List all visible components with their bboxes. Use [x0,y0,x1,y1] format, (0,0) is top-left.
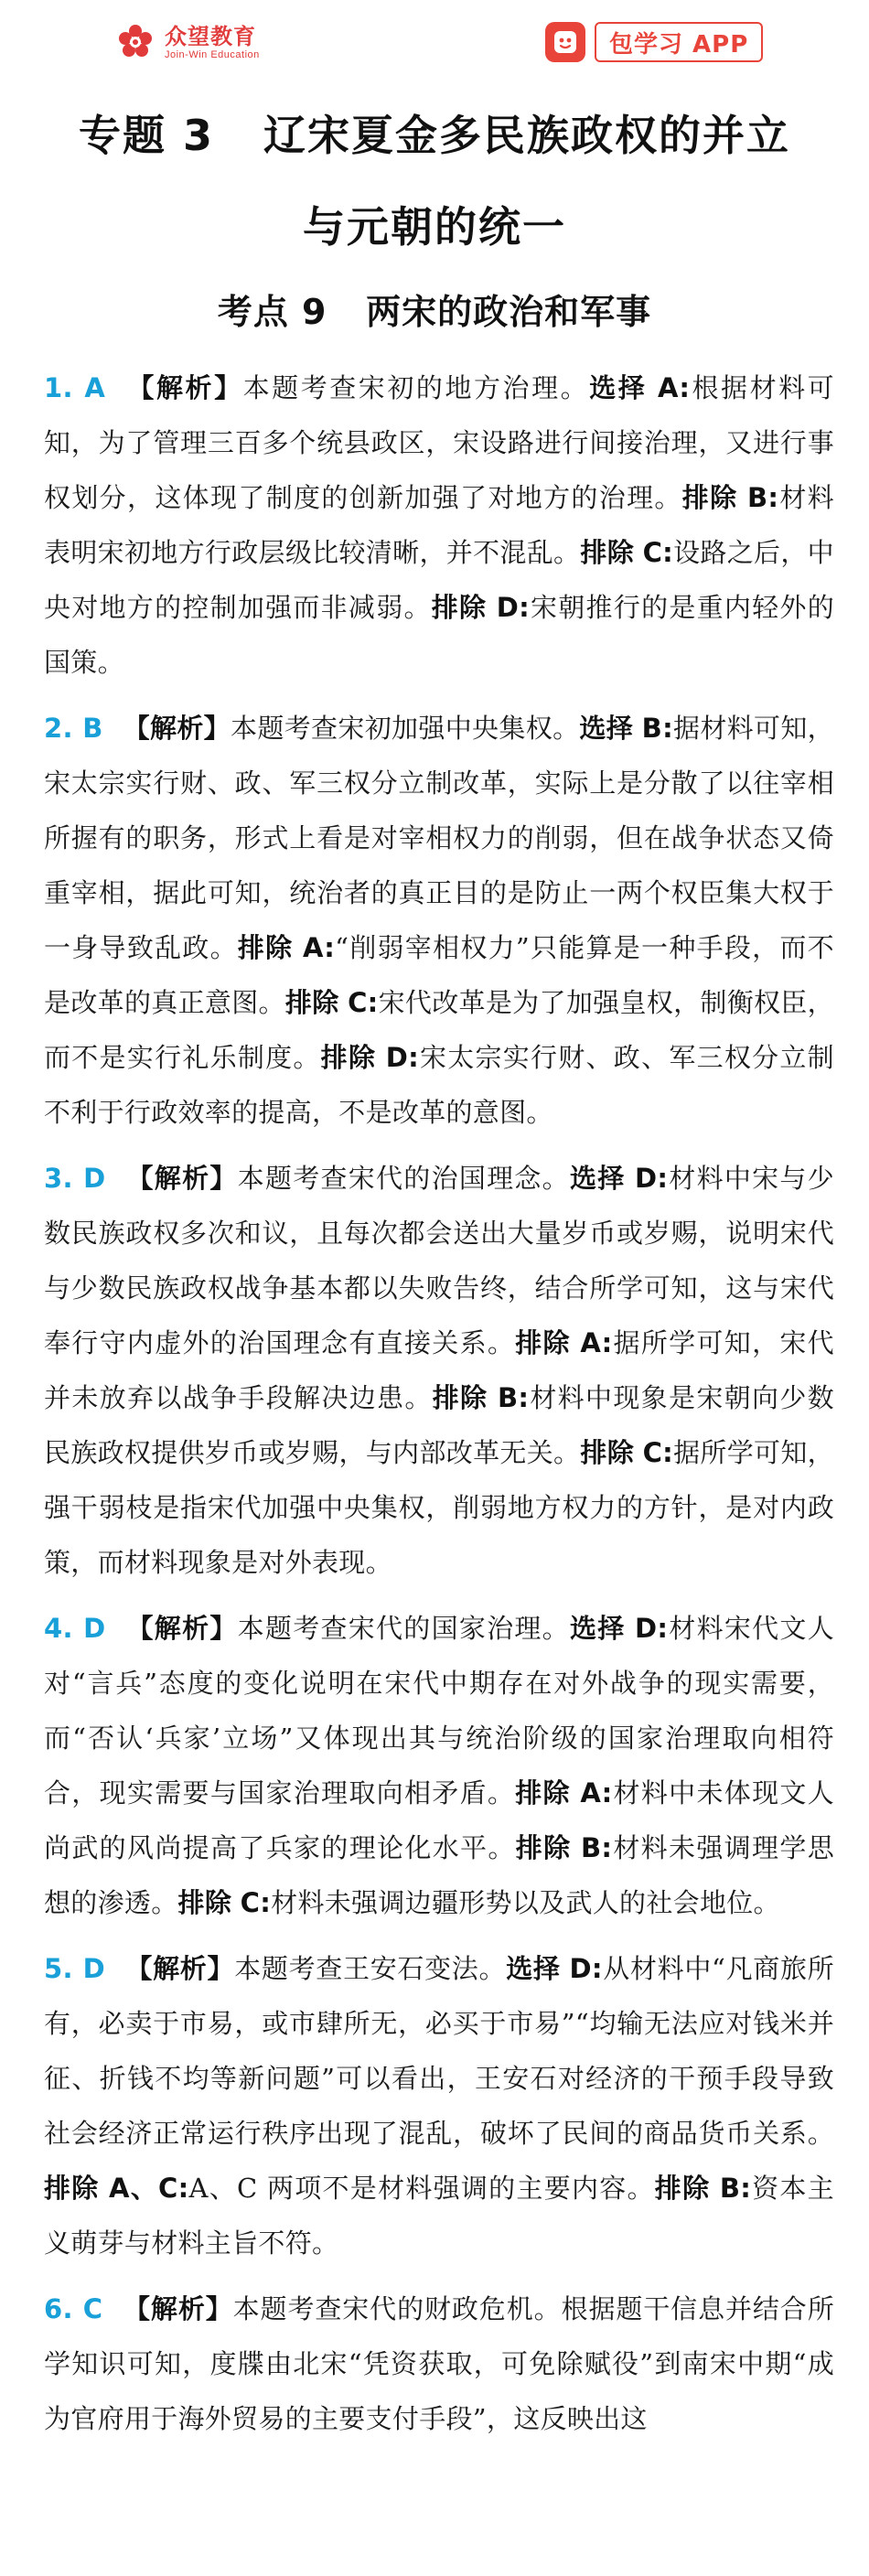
exclude-label: 排除 [515,1832,572,1863]
analysis-label: 【解析】 [125,1613,238,1644]
exclude-text: 宋太宗实行财、政、军三权分立制不利于行政效率的提高，不是改革的意图。 [44,1042,834,1128]
brand-flower-icon [113,20,157,64]
exclude-key: A [302,932,325,963]
choose-label: 选择 [506,1953,561,1984]
answer-intro: 本题考查宋代的财政危机。根据题干信息并结合所学知识可知，度牒由北宋“凭资获取，可免除赋役”到南宋中期“成为官府用于海外贸易的主要支付手段”，这反映出这 [44,2293,835,2434]
exclude-key: A [580,1777,602,1809]
choose-key: D [635,1163,658,1194]
choose-key: D [635,1613,658,1644]
exclude-label: 排除 [320,1042,377,1073]
exclude-text: 材料未强调理学思想的渗透。 [44,1832,834,1918]
answer-intro: 本题考查宋代的治国理念。 [237,1163,570,1194]
answer-number: 2. B [44,713,103,744]
exclude-text: 宋朝推行的是重内轻外的国策。 [44,592,834,678]
colon: : [367,987,379,1018]
colon: : [662,537,674,568]
brand-name: 众望教育 [165,23,256,49]
colon: : [662,1437,674,1468]
choose-text: 材料中宋与少数民族政权多次和议，且每次都会送出大量岁币或岁赐，说明宋代与少数民族政权战争基本都以失败告终，结合所学可知，这与宋代奉行守内虚外的治国理念有直接关系。 [44,1163,834,1358]
choose-key: B [641,713,663,744]
answer-intro: 本题考查宋初的地方治理。 [242,372,590,403]
app-logo-group [545,20,763,64]
exclude-text: 据所学可知，宋代并未放弃以战争手段解决边患。 [44,1327,834,1413]
exclude-text: A、C 两项不是材料强调的主要内容。 [188,2173,655,2204]
exclude-label: 排除 [284,987,339,1018]
choose-key: D [569,1953,592,1984]
choose-label: 选择 [569,1163,626,1194]
answer-number: 5. D [44,1953,105,1984]
analysis-label: 【解析】 [125,1163,238,1194]
colon: : [601,1327,613,1358]
exclude-key: B [747,482,768,513]
colon: : [740,2173,752,2204]
page-title-line-2: 与元朝的统一 [303,202,566,252]
choose-key: A [658,372,680,403]
answer-number: 3. D [44,1163,106,1194]
colon: : [260,1887,272,1918]
exclude-text: 材料未强调边疆形势以及武人的社会地位。 [271,1887,780,1918]
answer-list [44,360,834,2446]
answer-item [44,701,834,1140]
answer-number: 6. C [44,2293,103,2324]
brand-logo-group [113,16,260,68]
exclude-key: C [348,987,368,1018]
exclude-text: 资本主义萌芽与材料主旨不符。 [44,2173,834,2259]
exclude-label: 排除 [432,1382,488,1413]
exclude-key: B [719,2173,741,2204]
exclude-key: C [240,1887,261,1918]
colon: : [657,1613,669,1644]
choose-label: 选择 [569,1613,626,1644]
colon: : [601,1777,613,1809]
exclude-label: 排除 [177,1887,232,1918]
exclude-key: B [580,1832,602,1863]
colon: : [657,1163,669,1194]
choose-label: 选择 [579,713,634,744]
exclude-label: 排除 [515,1777,571,1809]
answer-intro: 本题考查宋初加强中央集权。 [231,713,580,744]
choose-text: 材料宋代文人对“言兵”态度的变化说明在宋代中期存在对外战争的现实需要，而“否认‘兵家’立场”又体现出其与统治阶级的国家治理取向相符合，现实需要与国家治理取向相矛盾。 [44,1613,834,1809]
brand-subtitle: Join-Win Education [165,48,260,60]
analysis-label: 【解析】 [125,372,243,403]
exclude-label: 排除 [580,1437,635,1468]
page-header [0,0,869,88]
answer-item [44,1941,834,2270]
exclude-key: D [496,592,520,623]
exclude-label: 排除 [431,592,488,623]
exclude-label: 排除 [580,537,635,568]
analysis-label: 【解析】 [123,2293,233,2324]
exclude-key: A、C [109,2173,178,2204]
choose-text: 从材料中“凡商旅所有，必卖于市易，或市肆所无，必买于市易”“均输无法应对钱米并征、折钱不均等新问题”可以看出，王安石对经济的干预手段导致社会经济正常运行秩序出现了混乱，破坏了民间的商品货币关系。 [44,1953,834,2149]
colon: : [662,713,673,744]
page-title-line-1: 专题 3 辽宋夏金多民族政权的并立 [78,111,791,160]
colon: : [591,1953,603,1984]
exclude-text: 材料中现象是宋朝向少数民族政权提供岁币或岁赐，与内部改革无关。 [44,1382,834,1468]
answer-item [44,360,834,690]
answer-number: 4. D [44,1613,106,1644]
exclude-key: B [497,1382,519,1413]
exclude-key: D [385,1042,409,1073]
exclude-text: 设路之后，中央对地方的控制加强而非减弱。 [44,537,834,623]
colon: : [679,372,691,403]
choose-label: 选择 [589,372,648,403]
exclude-label: 排除 [515,1327,571,1358]
answer-number: 1. A [44,372,106,403]
app-icon [545,22,585,62]
exclude-key: C [642,537,663,568]
exclude-text: 材料表明宋初地方行政层级比较清晰，并不混乱。 [44,482,834,568]
app-badge: 包学习 APP [595,22,763,62]
section-subtitle: 考点 9 两宋的政治和军事 [217,292,652,332]
colon: : [177,2173,189,2204]
choose-text: 根据材料可知，为了管理三百多个统县政区，宋设路进行间接治理，又进行事权划分，这体现了制度的创新加强了对地方的治理。 [44,372,834,513]
exclude-key: C [642,1437,663,1468]
colon: : [767,482,779,513]
app-face-icon [552,28,579,56]
answer-item [44,1151,834,1590]
answer-item [44,1601,834,1930]
exclude-label: 排除 [237,932,294,963]
exclude-key: A [580,1327,602,1358]
choose-text: 据材料可知，宋太宗实行财、政、军三权分立制改革，实际上是分散了以往宰相所握有的职务，形式上看是对宰相权力的削弱，但在战争状态又倚重宰相，据此可知，统治者的真正目的是防止一两个权臣集大权于一身导致乱政。 [44,713,834,963]
colon: : [601,1832,613,1863]
exclude-text: 材料中未体现文人尚武的风尚提高了兵家的理论化水平。 [44,1777,834,1863]
exclude-text: “削弱宰相权力”只能算是一种手段，而不是改革的真正意图。 [44,932,834,1018]
colon: : [519,592,531,623]
exclude-text: 据所学可知，强干弱枝是指宋代加强中央集权，削弱地方权力的方针，是对内政策，而材料现象是对外表现。 [44,1437,834,1578]
exclude-label: 排除 [681,482,738,513]
exclude-text: 宋代改革是为了加强皇权，制衡权臣，而不是实行礼乐制度。 [44,987,834,1073]
answer-intro: 本题考查宋代的国家治理。 [237,1613,570,1644]
colon: : [518,1382,530,1413]
answer-intro: 本题考查王安石变法。 [234,1953,507,1984]
exclude-label: 排除 [44,2173,100,2204]
exclude-label: 排除 [654,2173,711,2204]
colon: : [408,1042,419,1073]
colon: : [324,932,336,963]
analysis-label: 【解析】 [124,1953,235,1984]
answer-item [44,2281,834,2446]
analysis-label: 【解析】 [123,713,231,744]
